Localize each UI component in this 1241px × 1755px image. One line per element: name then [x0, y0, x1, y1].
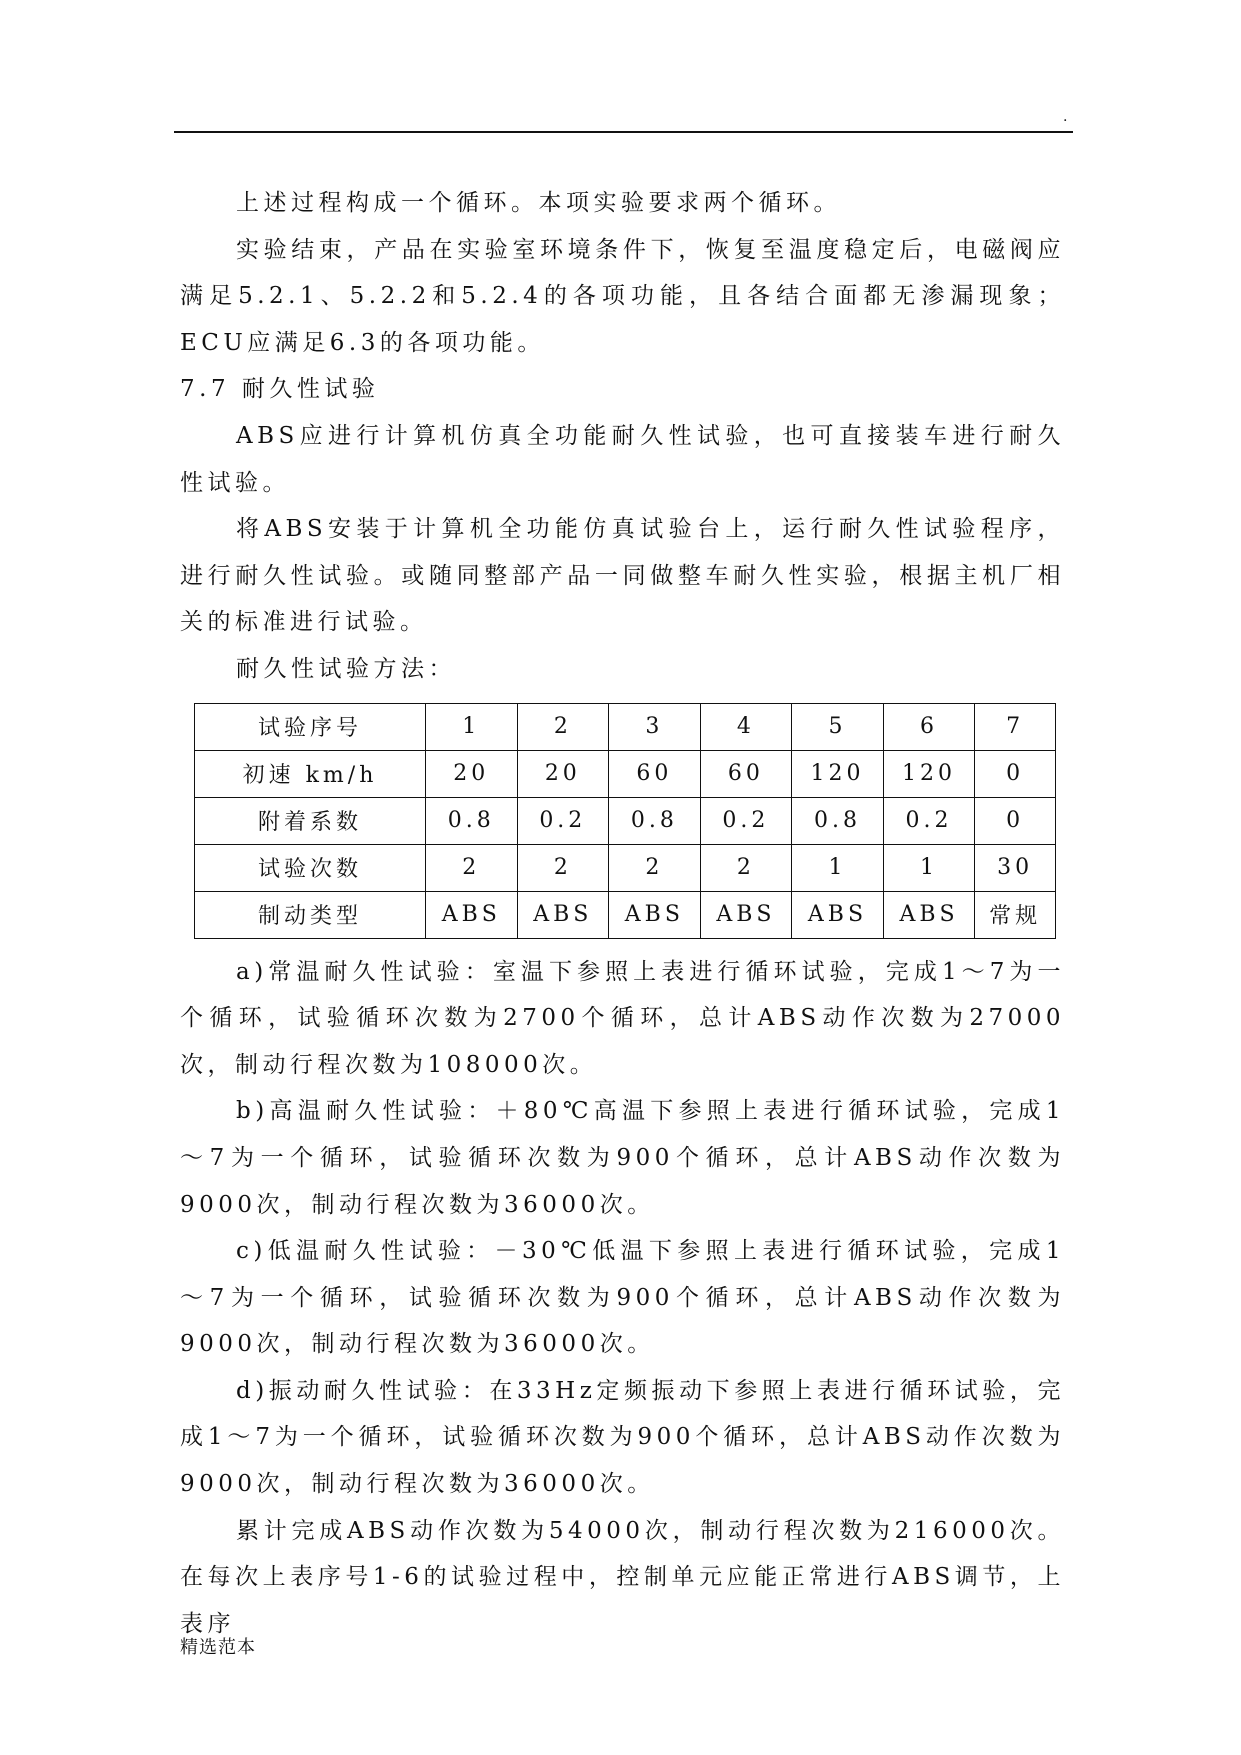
- paragraph-normal-temp-test: a)常温耐久性试验：室温下参照上表进行循环试验，完成1～7为一个循环，试验循环次数为2700个循环，总计ABS动作次数为27000次，制动行程次数为108000次。: [180, 958, 1065, 1078]
- table-cell: 0: [975, 797, 1056, 844]
- durability-test-table: [194, 703, 1056, 939]
- footer-text: 精选范本: [180, 1637, 256, 1658]
- table-cell: 0.2: [883, 797, 975, 844]
- table-cell: 20: [426, 750, 518, 797]
- section-heading-7-7: 7.7 耐久性试验: [180, 376, 380, 403]
- table-row: [195, 750, 1056, 797]
- header-mark: .: [1063, 109, 1068, 125]
- table-cell: 7: [975, 703, 1056, 750]
- table-cell: 0.2: [517, 797, 609, 844]
- table-cell: ABS: [426, 891, 518, 938]
- table-cell: 2: [517, 844, 609, 891]
- table-cell: 4: [700, 703, 792, 750]
- paragraph-abs-install: 将ABS安装于计算机全功能仿真试验台上，运行耐久性试验程序，进行耐久性试验。或随同整部产品一同做整车耐久性实验，根据主机厂相关的标准进行试验。: [180, 516, 1065, 636]
- table-cell: 120: [883, 750, 975, 797]
- table-cell: 1: [883, 844, 975, 891]
- table-row: [195, 703, 1056, 750]
- table-row: [195, 797, 1056, 844]
- table-cell: 6: [883, 703, 975, 750]
- table-row-label: 试验序号: [195, 703, 426, 750]
- table-cell: 1: [792, 844, 884, 891]
- table-row: [195, 891, 1056, 938]
- paragraph-low-temp-test: c)低温耐久性试验：－30℃低温下参照上表进行循环试验，完成1～7为一个循环，试验循环次数为900个循环，总计ABS动作次数为9000次，制动行程次数为36000次。: [180, 1238, 1065, 1358]
- table-cell: ABS: [609, 891, 701, 938]
- paragraph-high-temp-test: b)高温耐久性试验：＋80℃高温下参照上表进行循环试验，完成1～7为一个循环，试验循环次数为900个循环，总计ABS动作次数为9000次，制动行程次数为36000次。: [180, 1098, 1065, 1218]
- table-cell: 60: [700, 750, 792, 797]
- table-cell: 5: [792, 703, 884, 750]
- table-cell: 0.2: [700, 797, 792, 844]
- table-cell: 0.8: [426, 797, 518, 844]
- table-cell: 1: [426, 703, 518, 750]
- table-cell: 3: [609, 703, 701, 750]
- table-row-label: 制动类型: [195, 891, 426, 938]
- table-cell: ABS: [700, 891, 792, 938]
- table-row: [195, 844, 1056, 891]
- table-cell: 0.8: [792, 797, 884, 844]
- table-row-label: 附着系数: [195, 797, 426, 844]
- table-cell: 30: [975, 844, 1056, 891]
- table-cell: ABS: [883, 891, 975, 938]
- paragraph-test-end: 实验结束，产品在实验室环境条件下，恢复至温度稳定后，电磁阀应满足5.2.1、5.2.2和5.2.4的各项功能，且各结合面都无渗漏现象；ECU应满足6.3的各项功能。: [180, 236, 1065, 356]
- table-cell: 60: [609, 750, 701, 797]
- table-cell: 2: [609, 844, 701, 891]
- paragraph-cycle-summary: 上述过程构成一个循环。本项实验要求两个循环。: [236, 190, 841, 216]
- table-cell: 0.8: [609, 797, 701, 844]
- table-row-label: 初速 km/h: [195, 750, 426, 797]
- table-row-label: 试验次数: [195, 844, 426, 891]
- table-cell: ABS: [792, 891, 884, 938]
- document-body: [180, 180, 1065, 1647]
- paragraph-abs-simulation: ABS应进行计算机仿真全功能耐久性试验，也可直接装车进行耐久性试验。: [180, 422, 1065, 496]
- table-cell: 2: [426, 844, 518, 891]
- table-cell: 20: [517, 750, 609, 797]
- table-cell: 120: [792, 750, 884, 797]
- table-cell: 常规: [975, 891, 1056, 938]
- table-cell: 2: [517, 703, 609, 750]
- header-rule: [174, 131, 1073, 133]
- paragraph-cumulative-total: 累计完成ABS动作次数为54000次，制动行程次数为216000次。在每次上表序号1-6的试验过程中，控制单元应能正常进行ABS调节，上表序: [180, 1517, 1065, 1637]
- paragraph-method-label: 耐久性试验方法：: [236, 655, 456, 682]
- paragraph-vibration-test: d)振动耐久性试验：在33Hz定频振动下参照上表进行循环试验，完成1～7为一个循环，试验循环次数为900个循环，总计ABS动作次数为9000次，制动行程次数为36000次。: [180, 1377, 1065, 1498]
- table-cell: ABS: [517, 891, 609, 938]
- table-cell: 0: [975, 750, 1056, 797]
- table-cell: 2: [700, 844, 792, 891]
